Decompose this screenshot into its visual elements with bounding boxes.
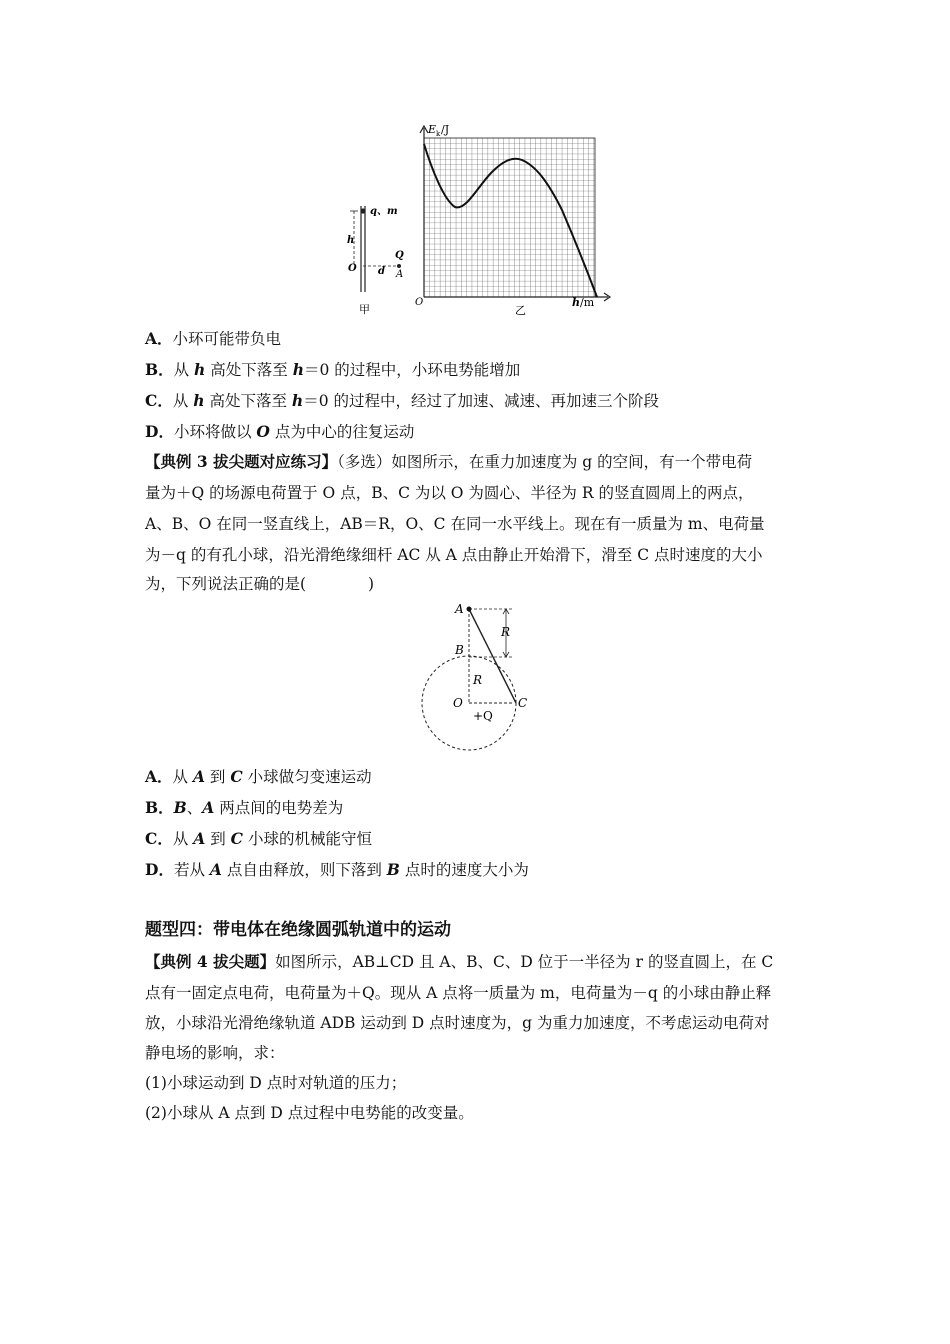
example3-line-2: 量为＋Q 的场源电荷置于 O 点，B、C 为以 O 为圆心、半径为 R 的竖直圆周上的两点，	[145, 484, 754, 502]
figure-yi	[415, 123, 610, 317]
example3-line-5: 为，下列说法正确的是( )	[145, 575, 375, 593]
yi-caption: 乙	[515, 304, 526, 317]
fig2-label-B: B	[455, 643, 464, 657]
example3-line-1: 【典例 3 拔尖题对应练习】（多选）如图所示，在重力加速度为 g 的空间，有一个带电荷	[145, 452, 753, 471]
q2-option-b: B．从 h 高处下落至 h＝0 的过程中，小环电势能增加	[145, 360, 521, 379]
yi-label-k: k	[436, 130, 441, 138]
figure-circle-rod	[0, 596, 950, 756]
jia-label-qm: q、m	[370, 206, 398, 217]
jia-label-Q: Q	[395, 250, 404, 261]
jia-label-d: d	[378, 266, 385, 277]
figure-jia-yi	[0, 0, 950, 330]
section4-line-1: 【典例 4 拔尖题】如图所示，AB⊥CD 且 A、B、C、D 位于一半径为 r 的竖直圆上，在 C	[145, 952, 774, 971]
fig2-label-R1: R	[501, 625, 511, 639]
section4-q2: (2)小球从 A 点到 D 点过程中电势能的改变量。	[145, 1104, 474, 1122]
yi-label-x-unit: /m	[580, 296, 595, 309]
yi-label-E: E	[428, 123, 437, 136]
example3-line-3: A、B、O 在同一竖直线上，AB＝R，O、C 在同一水平线上。现在有一质量为 m、电荷量	[145, 515, 765, 533]
fig2-label-C: C	[518, 696, 528, 710]
fig2-label-Q: +Q	[473, 709, 493, 723]
jia-label-O: O	[348, 263, 357, 274]
jia-caption: 甲	[359, 303, 370, 316]
q3-option-d: D．若从 A 点自由释放，则下落到 B 点时的速度大小为	[145, 860, 529, 879]
q3-option-b: B．B、A 两点间的电势差为	[145, 798, 344, 817]
section4-line-2: 点有一固定点电荷，电荷量为＋Q。现从 A 点将一质量为 m，电荷量为－q 的小球由静止释	[145, 984, 772, 1002]
section4-line-3: 放，小球沿光滑绝缘轨道 ADB 运动到 D 点时速度为，g 为重力加速度，不考虑运动电荷对	[145, 1014, 770, 1032]
jia-label-h: h	[347, 235, 355, 246]
fig2-label-R2: R	[473, 673, 483, 687]
figure-jia	[347, 206, 404, 316]
q2-option-d: D．小环将做以 O 点为中心的往复运动	[145, 422, 415, 441]
fig2-label-O: O	[453, 696, 463, 710]
q2-option-c: C．从 h 高处下落至 h＝0 的过程中，经过了加速、减速、再加速三个阶段	[145, 391, 659, 410]
q3-option-c: C．从 A 到 C 小球的机械能守恒	[145, 829, 372, 848]
yi-label-unit: /J	[441, 123, 450, 136]
q3-option-a: A．从 A 到 C 小球做匀变速运动	[145, 767, 372, 786]
section4-line-4: 静电场的影响，求：	[145, 1044, 285, 1062]
section4-title: 题型四：带电体在绝缘圆弧轨道中的运动	[145, 920, 451, 940]
example3-line-4: 为－q 的有孔小球，沿光滑绝缘细杆 AC 从 A 点由静止开始滑下，滑至 C 点时速度的大小	[145, 546, 763, 564]
yi-label-origin: O	[415, 297, 424, 308]
q2-option-a: A．小环可能带负电	[145, 329, 282, 348]
jia-label-A: A	[396, 269, 404, 280]
fig2-label-A: A	[455, 602, 464, 616]
section4-q1: (1)小球运动到 D 点时对轨道的压力；	[145, 1074, 407, 1092]
yi-label-h: h	[572, 296, 580, 309]
